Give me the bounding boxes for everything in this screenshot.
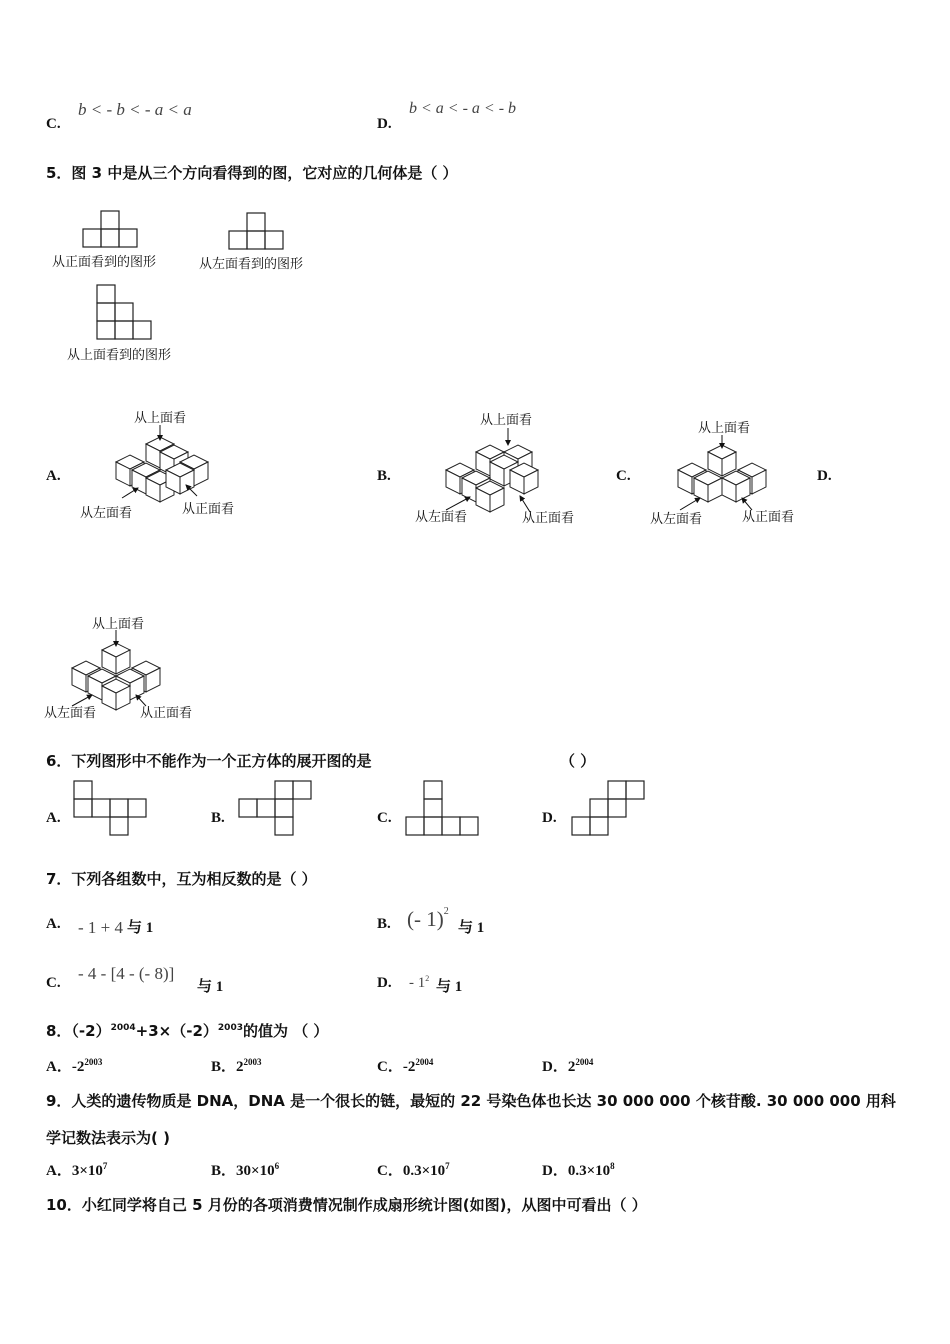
top-view-caption: 从上面看到的图形 [67, 348, 172, 363]
solid-b-front-label: 从正面看 [522, 511, 575, 526]
front-view-caption: 从正面看到的图形 [52, 255, 157, 270]
q5-question: 5．图 3 中是从三个方向看得到的图，它对应的几何体是（ ） [46, 164, 458, 182]
q7-option-b-expr: (- 1)$^2$ [407, 906, 449, 931]
q7-option-a-expr: - 1 + 4 [78, 918, 123, 937]
q5-option-a-label: A. [46, 468, 61, 484]
q7-question: 7．下列各组数中，互为相反数的是（ ） [46, 870, 317, 888]
q6-option-c-label: C. [377, 810, 392, 826]
q5-option-c-label: C. [616, 468, 631, 484]
solid-d-top-label: 从上面看 [92, 617, 145, 632]
solid-a-left-label: 从左面看 [80, 506, 133, 521]
q6-paren: （ ） [560, 752, 596, 770]
solid-c-front-label: 从正面看 [742, 510, 795, 525]
solid-b-top-label: 从上面看 [480, 413, 533, 428]
q9-option-d: D．$0.3\times 10^8$ [542, 1161, 615, 1179]
q6-option-b-label: B. [211, 810, 225, 826]
q7-option-c-tail: 与 1 [197, 979, 224, 995]
q4-option-c-label: C. [46, 116, 61, 132]
q9-option-a: A．$3\times 10^7$ [46, 1161, 108, 1179]
q7-option-d-tail: 与 1 [436, 979, 463, 995]
q9-option-b: B．$30\times 10^6$ [211, 1161, 280, 1179]
net-d [572, 781, 644, 835]
q5-option-d-label: D. [817, 468, 832, 484]
q10-question: 10．小红同学将自己 5 月份的各项消费情况制作成扇形统计图(如图)，从图中可看出（ ） [46, 1196, 647, 1214]
q7-option-a-label: A. [46, 916, 61, 932]
q8-question: 8．$(-2)^{2004}+3\times(-2)^{2003}$的值为 （ ） [46, 1022, 329, 1040]
q7-option-d-label: D. [377, 975, 392, 991]
q4-option-c-expr: b < - b < - a < a [78, 100, 192, 119]
q4-option-d-expr: b < a < - a < - b [409, 100, 517, 117]
q7-option-c-expr: - 4 - [4 - (- 8)] [78, 964, 175, 983]
net-b [239, 781, 311, 835]
q5-option-b-label: B. [377, 468, 391, 484]
solid-c-left-label: 从左面看 [650, 512, 703, 527]
q7-option-d-expr: - $1^2$ [409, 974, 430, 991]
q8-option-b: B．$2^{2003}$ [211, 1057, 262, 1075]
net-a [74, 781, 146, 835]
q9-option-c: C．$0.3\times 10^7$ [377, 1161, 450, 1179]
q8-option-a: A．$-2^{2003}$ [46, 1057, 103, 1075]
q8-option-c: C．$-2^{2004}$ [377, 1057, 434, 1075]
q7-option-c-label: C. [46, 975, 61, 991]
left-view-caption: 从左面看到的图形 [199, 257, 304, 272]
q6-option-d-label: D. [542, 810, 557, 826]
solid-d-left-label: 从左面看 [44, 706, 97, 721]
solid-d-front-label: 从正面看 [140, 706, 193, 721]
net-c [406, 781, 478, 835]
q6-option-a-label: A. [46, 810, 61, 826]
q7-option-b-tail: 与 1 [458, 920, 485, 936]
q7-option-b-label: B. [377, 916, 391, 932]
solid-a-top-label: 从上面看 [134, 411, 187, 426]
q9-question-line2: 学记数法表示为( ) [46, 1129, 170, 1147]
solid-b-left-label: 从左面看 [415, 510, 468, 525]
q8-option-d: D．$2^{2004}$ [542, 1057, 594, 1075]
q9-question-line1: 9．人类的遗传物质是 DNA，DNA 是一个很长的链，最短的 22 号染色体也长达 30 000 000 个核苷酸. 30 000 000 用科 [46, 1092, 896, 1110]
q7-option-a-tail: 与 1 [127, 920, 154, 936]
q4-option-d-label: D. [377, 116, 392, 132]
q6-question: 6．下列图形中不能作为一个正方体的展开图的是 [46, 752, 372, 770]
solid-c-top-label: 从上面看 [698, 421, 751, 436]
solid-a-front-label: 从正面看 [182, 502, 235, 517]
